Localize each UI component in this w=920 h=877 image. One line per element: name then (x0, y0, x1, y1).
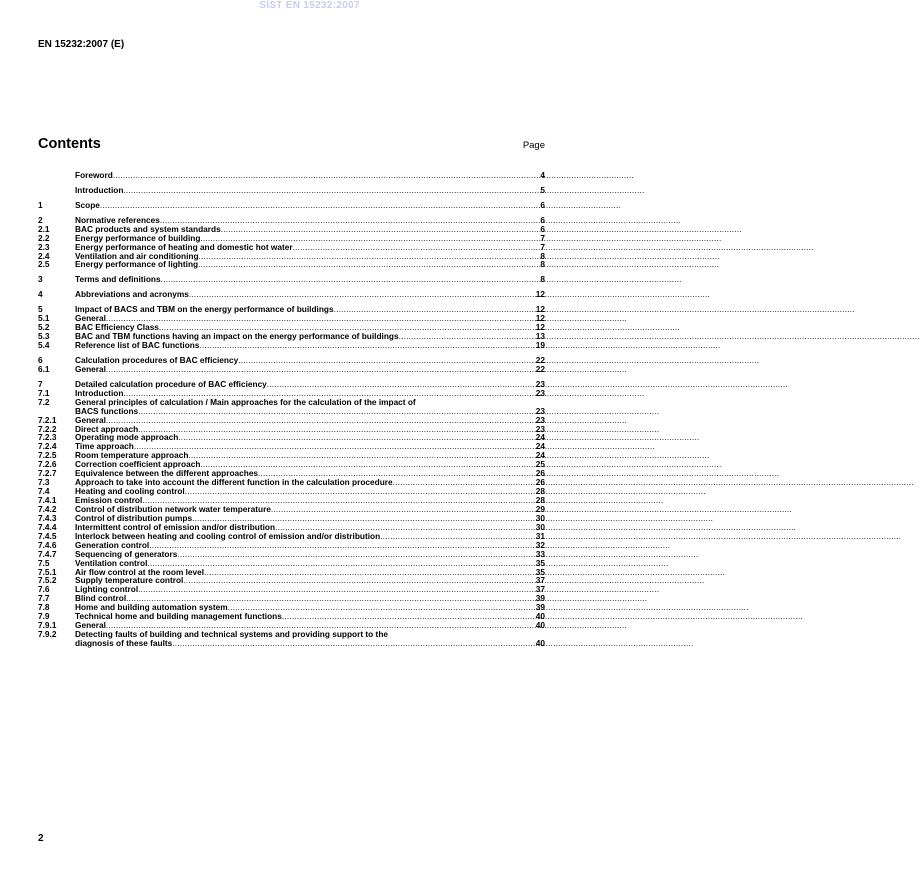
toc-entry-page: 6 (540, 223, 545, 234)
toc-entry-title: Technical home and building management functions (75, 611, 282, 622)
toc-entry-title: BACS functions (75, 405, 139, 416)
toc-entry-number: 5.4 (38, 340, 50, 350)
toc-entry-page: 32 (535, 539, 545, 550)
toc-entry-page: 23 (535, 423, 545, 434)
toc-entry[interactable] (38, 261, 545, 270)
table-of-contents (38, 171, 545, 648)
toc-dot-leader (123, 185, 540, 195)
toc-dot-leader (198, 259, 540, 269)
toc-entry-number: 7.2.7 (38, 468, 57, 479)
toc-entry-title: BAC Efficiency Class (75, 322, 159, 333)
toc-entry-page: 24 (535, 450, 545, 461)
toc-entry-number: 7.2.6 (38, 459, 57, 470)
toc-entry-number: 7.4.7 (38, 548, 57, 559)
toc-entry-title: Introduction (75, 184, 124, 195)
toc-entry-number: 7.5 (38, 557, 50, 568)
toc-entry-page: 26 (535, 468, 545, 479)
toc-dot-leader (113, 170, 541, 180)
toc-entry-page: 19 (535, 340, 545, 350)
toc-entry-number: 7.5.1 (38, 566, 57, 577)
toc-entry-title: Terms and definitions (75, 274, 161, 285)
toc-entry-number: 7.4.4 (38, 521, 57, 532)
toc-entry-number: 7.2.4 (38, 441, 57, 452)
toc-entry-page: 8 (540, 274, 545, 285)
toc-entry-title: General (75, 363, 106, 374)
toc-entry-title: General principles of calculation / Main approaches for the calculation of the impact of (75, 396, 416, 407)
toc-entry-number: 2.3 (38, 241, 50, 252)
toc-entry-title: Energy performance of lighting (75, 259, 199, 270)
toc-entry[interactable] (38, 639, 545, 648)
toc-entry-page: 23 (535, 414, 545, 425)
toc-entry-number: 7.4.1 (38, 495, 57, 505)
toc-entry-page: 12 (535, 313, 545, 324)
toc-entry-number: 3 (38, 274, 43, 285)
toc-entry-title: Lighting control (75, 584, 139, 595)
toc-entry-number: 7.8 (38, 602, 50, 613)
toc-entry-title: Time approach (75, 441, 134, 452)
toc-entry-title: BAC products and system standards (75, 223, 221, 234)
toc-entry[interactable] (38, 365, 545, 374)
toc-entry-page: 24 (535, 432, 545, 443)
toc-entry-number: 7 (38, 378, 43, 389)
toc-entry-number: 7.6 (38, 584, 50, 595)
toc-dot-leader (106, 364, 536, 374)
toc-dot-leader (189, 289, 536, 299)
toc-entry-page: 12 (535, 304, 545, 315)
toc-entry-title: Sequencing of generators (75, 548, 178, 559)
toc-entry-title: Foreword (75, 169, 113, 180)
toc-entry-title: Equivalence between the different approaches (75, 468, 259, 479)
toc-entry[interactable] (38, 275, 545, 284)
toc-entry-title: Blind control (75, 593, 127, 604)
page-number: 2 (38, 833, 44, 844)
toc-entry-title: Energy performance of heating and domestic hot water (75, 241, 293, 252)
toc-entry-page: 23 (535, 405, 545, 416)
toc-entry-number: 7.2.5 (38, 450, 57, 461)
toc-entry-title: Home and building automation system (75, 602, 228, 613)
toc-entry-page: 5 (540, 184, 545, 195)
toc-entry-title: Supply temperature control (75, 575, 184, 586)
toc-entry-number: 7.9 (38, 611, 50, 622)
watermark-text: SIST EN 15232:2007 (259, 0, 360, 11)
toc-entry-title: Intermittent control of emission and/or distribution (75, 521, 276, 532)
toc-entry-number: 7.5.2 (38, 575, 57, 586)
toc-entry-page: 6 (540, 214, 545, 225)
toc-entry-number: 2 (38, 214, 43, 225)
toc-entry-number: 7.4.5 (38, 530, 57, 541)
toc-entry-title: Introduction (75, 387, 124, 398)
toc-entry-title: Calculation procedures of BAC efficiency (75, 354, 239, 365)
toc-entry-page: 40 (535, 638, 545, 648)
toc-entry-title: Heating and cooling control (75, 486, 185, 497)
toc-entry-page: 4 (540, 169, 545, 180)
toc-entry-title: Emission control (75, 495, 143, 505)
toc-entry-number: 7.9.2 (38, 629, 57, 640)
toc-entry-page: 7 (540, 232, 545, 243)
toc-entry-number: 7.2 (38, 396, 50, 407)
toc-entry-page: 7 (540, 241, 545, 252)
toc-entry-title: Air flow control at the room level (75, 566, 205, 577)
toc-entry-page: 28 (535, 495, 545, 505)
toc-entry-page: 12 (535, 322, 545, 333)
toc-entry-number: 4 (38, 289, 43, 300)
toc-entry-page: 8 (540, 250, 545, 261)
toc-entry-page: 39 (535, 593, 545, 604)
toc-entry-number: 7.2.3 (38, 432, 57, 443)
toc-entry-title: General (75, 414, 106, 425)
toc-entry-title: Operating mode approach (75, 432, 179, 443)
toc-entry-page: 28 (535, 486, 545, 497)
toc-entry-title: Interlock between heating and cooling control of emission and/or distribution (75, 530, 381, 541)
toc-entry[interactable] (38, 171, 545, 180)
toc-entry-number: 5.3 (38, 331, 50, 342)
toc-dot-leader (100, 200, 540, 210)
toc-entry-number: 5.1 (38, 313, 50, 324)
toc-entry-page: 29 (535, 503, 545, 514)
toc-entry-number: 7.4.6 (38, 539, 57, 550)
toc-entry-number: 5.2 (38, 322, 50, 333)
toc-entry-page: 25 (535, 459, 545, 470)
toc-entry-number: 7.9.1 (38, 620, 57, 631)
toc-entry[interactable] (38, 201, 545, 210)
toc-entry-page: 37 (535, 575, 545, 586)
toc-entry-title: BAC and TBM functions having an impact on the energy performance of buildings (75, 331, 399, 342)
toc-entry-number: 1 (38, 199, 43, 210)
toc-entry[interactable] (38, 290, 545, 299)
toc-entry-number: 2.2 (38, 232, 50, 243)
toc-entry-page: 31 (535, 530, 545, 541)
toc-entry-page: 39 (535, 602, 545, 613)
toc-entry-number: 7.2.2 (38, 423, 57, 434)
toc-entry-number: 7.3 (38, 477, 50, 488)
toc-entry-number: 7.7 (38, 593, 50, 604)
toc-entry-page: 40 (535, 620, 545, 631)
toc-entry-number: 6 (38, 354, 43, 365)
toc-dot-leader (172, 638, 535, 648)
toc-entry-title: Ventilation control (75, 557, 148, 568)
toc-entry-page: 35 (535, 557, 545, 568)
toc-entry-number: 7.4.3 (38, 512, 57, 523)
toc-entry-title: Energy performance of building (75, 232, 201, 243)
page-column-label: Page (522, 140, 545, 151)
toc-entry-title: Direct approach (75, 423, 139, 434)
toc-entry-page: 37 (535, 584, 545, 595)
toc-dot-leader (199, 340, 535, 350)
toc-entry-title: Impact of BACS and TBM on the energy performance of buildings (75, 304, 334, 315)
page-title: Contents (38, 136, 101, 152)
toc-entry-title: General (75, 313, 106, 324)
toc-entry-page: 35 (535, 566, 545, 577)
toc-entry-page: 33 (535, 548, 545, 559)
toc-entry-number: 7.4.2 (38, 503, 57, 514)
toc-entry-page: 22 (535, 363, 545, 374)
toc-entry-page: 8 (540, 259, 545, 270)
toc-dot-leader (161, 274, 541, 284)
toc-entry-title: Detecting faults of building and technical systems and providing support to the (75, 629, 389, 640)
toc-entry-page: 12 (535, 289, 545, 300)
toc-entry-title: Approach to take into account the different function in the calculation procedure (75, 477, 393, 488)
toc-entry-number: 2.4 (38, 250, 50, 261)
toc-entry-title: Reference list of BAC functions (75, 340, 200, 350)
toc-entry[interactable] (38, 186, 545, 195)
toc-entry-page: 23 (535, 387, 545, 398)
toc-entry-title: Control of distribution network water temperature (75, 503, 271, 514)
toc-entry-page: 23 (535, 378, 545, 389)
toc-entry[interactable] (38, 341, 545, 350)
toc-entry-page: 24 (535, 441, 545, 452)
toc-entry-title: Control of distribution pumps (75, 512, 193, 523)
toc-entry-title: Scope (75, 199, 100, 210)
toc-entry-title: Normative references (75, 214, 160, 225)
toc-entry-number: 2.1 (38, 223, 50, 234)
toc-entry-number: 6.1 (38, 363, 50, 374)
toc-entry-number: 2.5 (38, 259, 50, 270)
toc-entry-number: 7.2.1 (38, 414, 57, 425)
toc-entry-page: 13 (535, 331, 545, 342)
toc-entry-page: 26 (535, 477, 545, 488)
toc-entry-title: Ventilation and air conditioning (75, 250, 199, 261)
toc-entry-title: Generation control (75, 539, 150, 550)
toc-entry-number: 5 (38, 304, 43, 315)
toc-entry-page: 6 (540, 199, 545, 210)
toc-entry-title: Detailed calculation procedure of BAC efficiency (75, 378, 267, 389)
toc-entry-page: 30 (535, 521, 545, 532)
toc-entry-page: 22 (535, 354, 545, 365)
toc-entry-title: Room temperature approach (75, 450, 189, 461)
document-id: EN 15232:2007 (E) (38, 39, 125, 50)
toc-entry-title: General (75, 620, 106, 631)
toc-entry-page: 40 (535, 611, 545, 622)
toc-entry-page: 30 (535, 512, 545, 523)
toc-entry-title: diagnosis of these faults (75, 638, 173, 648)
toc-entry-title: Abbreviations and acronyms (75, 289, 189, 300)
toc-entry-number: 7.1 (38, 387, 50, 398)
toc-entry-title: Correction coefficient approach (75, 459, 201, 470)
toc-entry-number: 7.4 (38, 486, 50, 497)
